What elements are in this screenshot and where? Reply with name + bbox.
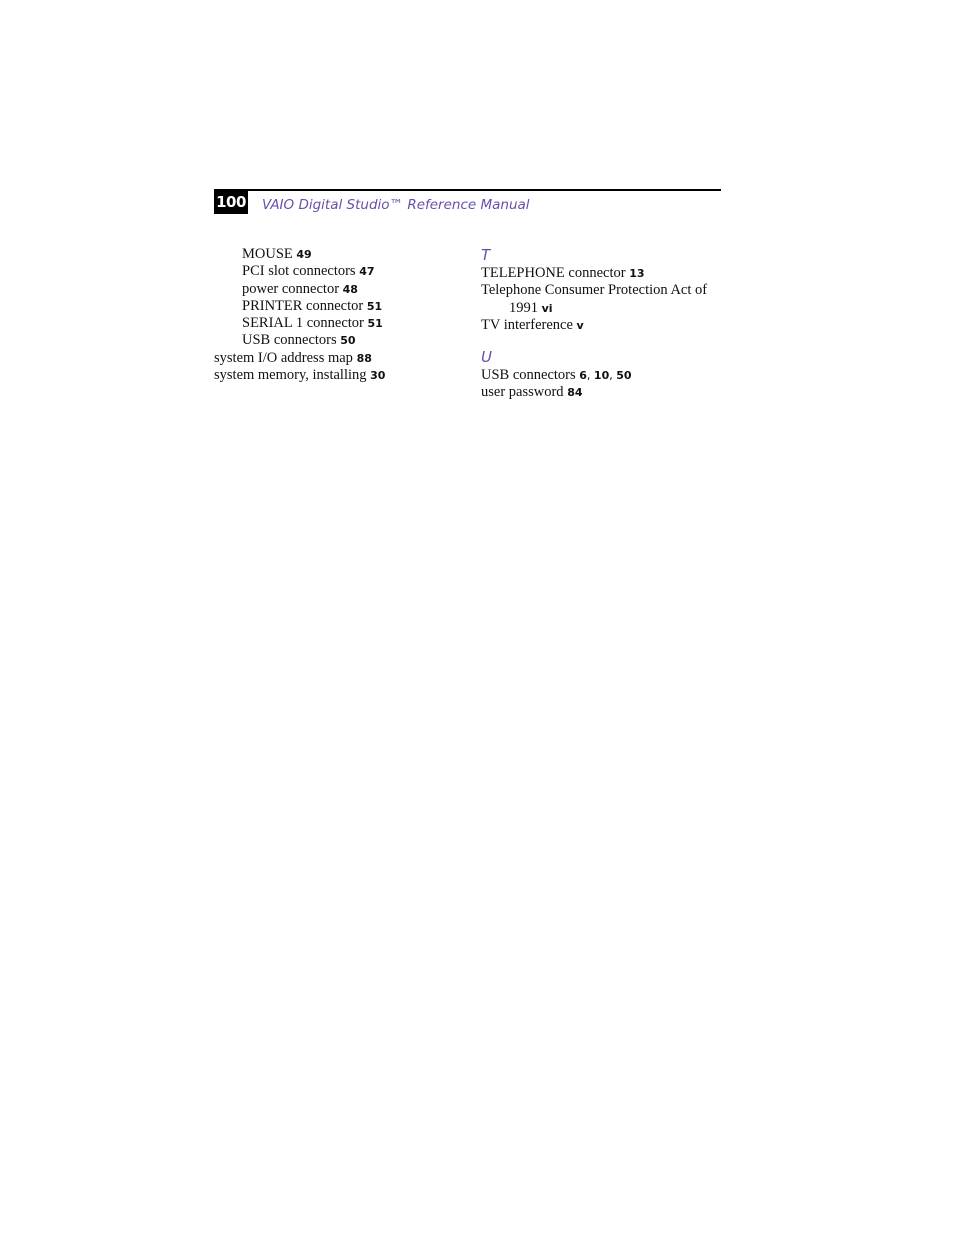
index-entry	[481, 317, 726, 334]
entry-text: USB connectors	[481, 367, 576, 384]
entry-text: SERIAL 1 connector	[242, 315, 364, 332]
page-ref[interactable]: 30	[370, 369, 386, 383]
page-ref[interactable]: 84	[567, 386, 583, 400]
entry-text: power connector	[242, 280, 340, 297]
header-rule	[214, 189, 721, 191]
page-ref-separator: ,	[609, 369, 617, 383]
page-ref[interactable]: vi	[541, 301, 553, 315]
entry-text: PCI slot connectors	[242, 263, 356, 280]
page-ref[interactable]: 48	[342, 282, 358, 296]
index-entry	[481, 384, 726, 401]
section-letter: U	[481, 348, 492, 367]
page-ref[interactable]: 50	[616, 369, 632, 383]
entry-text: user password	[481, 384, 564, 401]
section-letter: T	[481, 246, 491, 264]
manual-title: VAIO Digital Studio™ Reference Manual	[262, 197, 530, 213]
entry-text: TELEPHONE connector	[481, 265, 626, 281]
entry-text: PRINTER connector	[242, 297, 364, 314]
index-entry	[214, 246, 454, 263]
index-entry	[214, 367, 454, 384]
entry-text: MOUSE	[242, 246, 293, 262]
index-entry	[214, 350, 454, 367]
index-entry	[481, 367, 726, 384]
page-number: 100	[214, 190, 248, 214]
entry-text: system I/O address map	[214, 349, 353, 366]
index-entry	[214, 281, 454, 298]
page-ref[interactable]: 47	[359, 265, 375, 279]
index-entry	[481, 265, 726, 282]
index-entry	[214, 298, 454, 315]
page-ref[interactable]: 10	[593, 369, 610, 383]
entry-text: USB connectors	[242, 332, 337, 349]
entry-continuation	[481, 300, 726, 317]
entry-text: TV interference	[481, 316, 573, 333]
section-gap	[481, 334, 726, 348]
entry-text: system memory, installing	[214, 367, 367, 384]
page-ref[interactable]: 51	[366, 299, 383, 313]
page-ref[interactable]: 13	[629, 267, 645, 280]
page-ref[interactable]: 49	[296, 248, 312, 261]
index-entry	[214, 315, 454, 332]
entry-continuation-text: 1991	[509, 299, 538, 316]
page-ref[interactable]: 88	[356, 351, 372, 365]
entry-text: Telephone Consumer Protection Act of	[481, 282, 708, 299]
index-column-left	[214, 246, 454, 384]
page-ref-separator: ,	[586, 369, 594, 383]
index-entry	[214, 263, 454, 280]
page-ref[interactable]: v	[576, 318, 584, 332]
index-column-right	[481, 246, 726, 402]
page-ref[interactable]: 6	[579, 369, 587, 383]
index-entry	[214, 332, 454, 349]
page-ref[interactable]: 50	[340, 334, 356, 348]
page-ref[interactable]: 51	[367, 317, 383, 331]
index-entry	[481, 282, 726, 317]
